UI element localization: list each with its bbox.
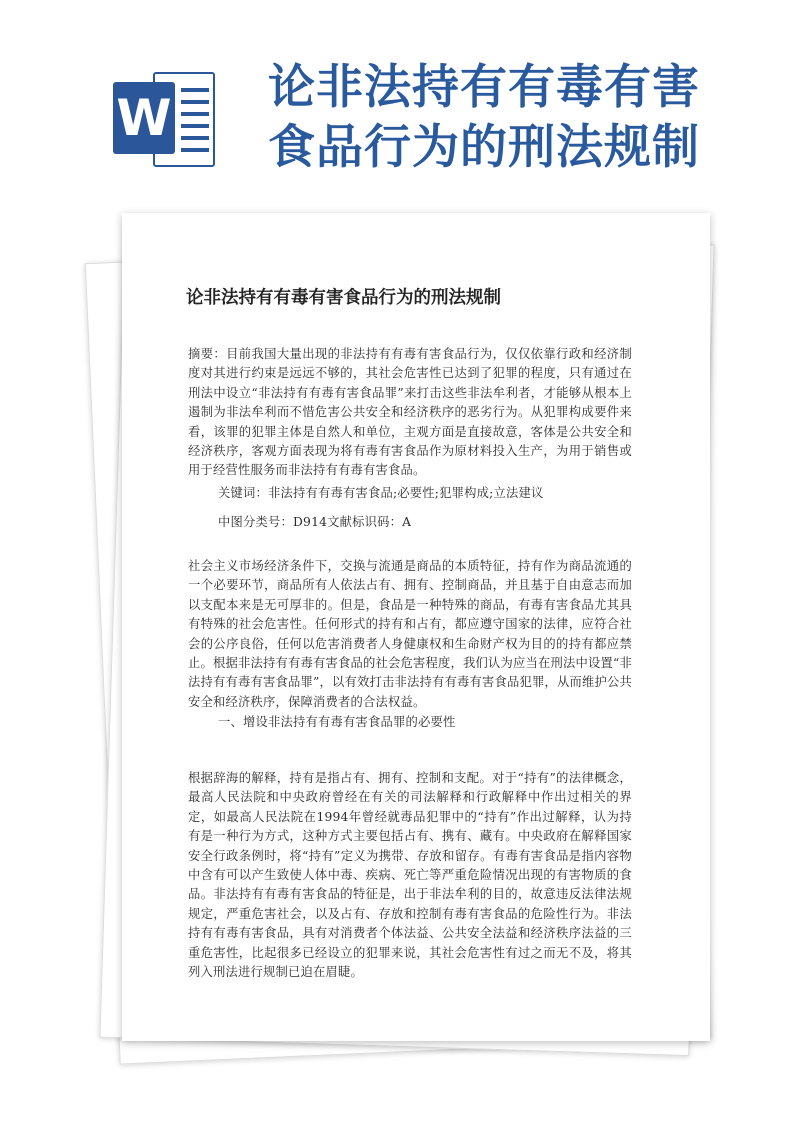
banner (0, 0, 800, 200)
document-page (122, 213, 710, 1041)
section-heading: 一、增设非法持有有毒有害食品罪的必要性 (218, 715, 456, 729)
word-doc-line (181, 112, 209, 116)
word-icon (113, 72, 218, 167)
body-paragraph: 根据辞海的解释，持有是指占有、拥有、控制和支配。对于“持有”的法律概念，最高人民法院和中央政府曾经在有关的司法解释和行政解释中作出过相关的界定，如最高人民法院在1994年曾经就毒品犯罪中的“持有”作出过解释，认为持有是一种行为方式，这种方式主要包括占有、携有、藏有。中央政府在解释国家安全行政条例时，将“持有”定义为携带、存放和留存。有毒有害食品是指内容物中含有可以产生致使人体中毒、疾病、死亡等严重危险情况出现的有害物质的食品。非法持有有毒有害食品的特征是，出于非法牟利的目的，故意违反法律法规规定，严重危害社会，以及占有、存放和控制有毒有害食品的危险性行为。非法持有有毒有害食品，具有对消费者个体法益、公共安全法益和经济秩序法益的三重危害性，比起很多已经设立的犯罪来说，其社会危害性有过之而无不及，将其列入刑法进行规制已迫在眉睫。 (188, 771, 632, 980)
document-title: 论非法持有有毒有害食品行为的刑法规制 (186, 288, 501, 308)
banner-title: 论非法持有有毒有害食品行为的刑法规制 (268, 60, 700, 175)
word-doc-line (181, 124, 209, 128)
word-doc-line (181, 148, 209, 152)
keywords-line: 关键词：非法持有有毒有害食品;必要性;犯罪构成;立法建议 (218, 486, 544, 500)
word-logo-letter: W (113, 82, 175, 154)
word-doc-line (181, 88, 209, 92)
word-doc-line (181, 136, 209, 140)
word-doc-line (181, 100, 209, 104)
classification-line: 中图分类号：D914文献标识码：A (218, 515, 412, 529)
intro-paragraph: 社会主义市场经济条件下，交换与流通是商品的本质特征，持有作为商品流通的一个必要环节，商品所有人依法占有、拥有、控制商品，并且基于自由意志而加以支配本来是无可厚非的。但是，食品是一种特殊的商品，有毒有害食品尤其具有特殊的社会危害性。任何形式的持有和占有，都应遵守国家的法律，应符合社会的公序良俗，任何以危害消费者人身健康权和生命财产权为目的的持有都应禁止。根据非法持有有毒有害食品的社会危害程度，我们认为应当在刑法中设置“非法持有有毒有害食品罪”，以有效打击非法持有有毒有害食品犯罪，从而维护公共安全和经济秩序，保障消费者的合法权益。 (188, 559, 632, 709)
abstract-paragraph: 摘要：目前我国大量出现的非法持有有毒有害食品行为，仅仅依靠行政和经济制度对其进行约束是远远不够的，其社会危害性已达到了犯罪的程度，只有通过在刑法中设立“非法持有有毒有害食品罪”来打击这些非法牟利者，才能够从根本上遏制为非法牟利而不惜危害公共安全和经济秩序的恶劣行为。从犯罪构成要件来看，该罪的犯罪主体是自然人和单位，主观方面是直接故意，客体是公共安全和经济秩序，客观方面表现为将有毒有害食品作为原材料投入生产，为用于销售或用于经营性服务而非法持有有毒有害食品。 (188, 347, 632, 478)
